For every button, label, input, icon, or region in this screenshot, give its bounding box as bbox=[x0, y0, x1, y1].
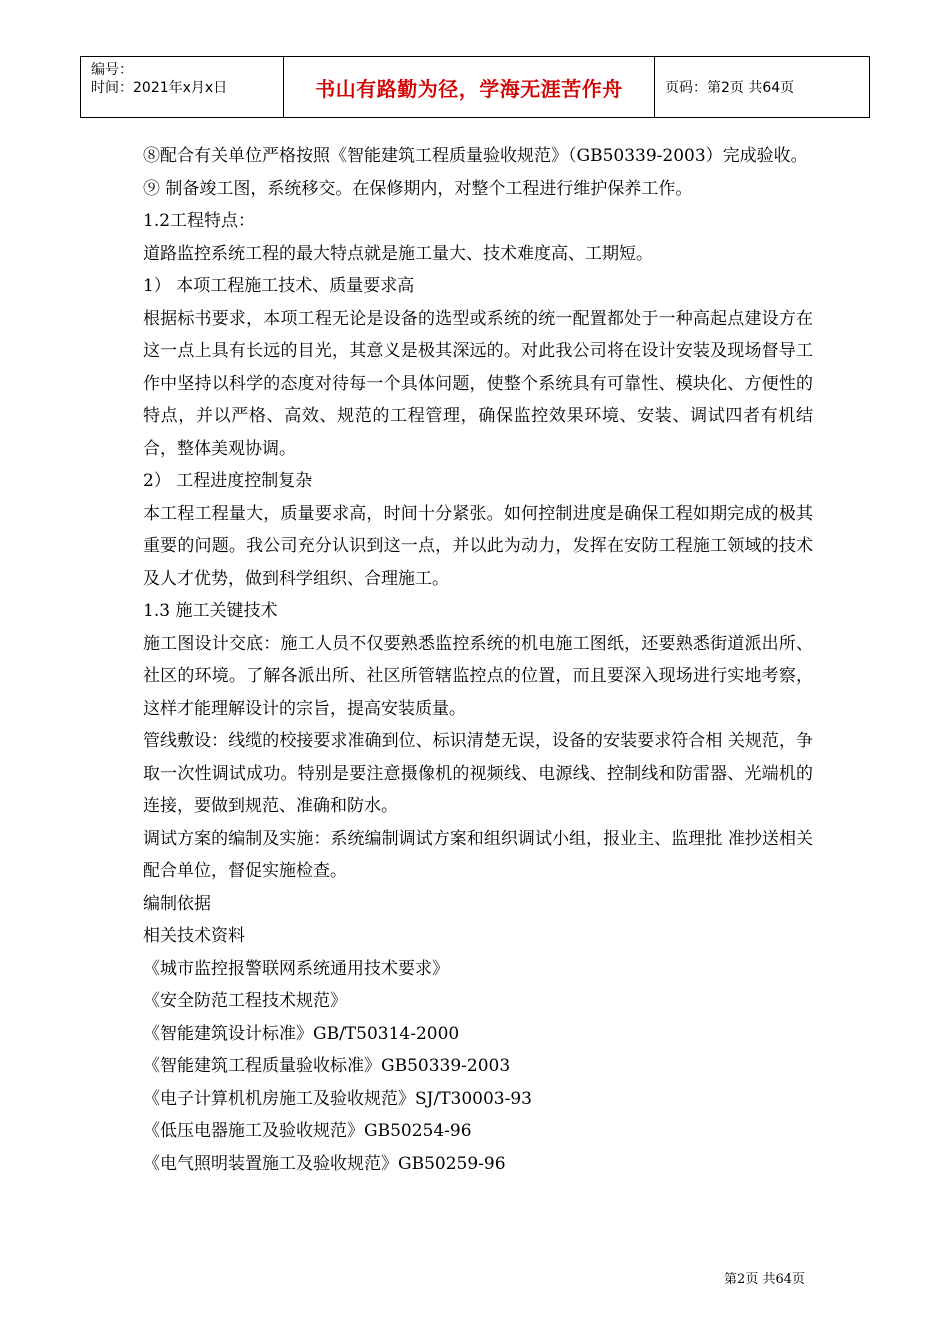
subheading-quality: 1） 本项工程施工技术、质量要求高 bbox=[143, 276, 415, 296]
paragraph-quality: 根据标书要求，本项工程无论是设备的选型或系统的统一配置都处于一种高起点建设方在这一点上具有长远的目光，其意义是极其深远的。对此我公司将在设计安装及现场督导工作中坚持以科学的态度对待每一个具体问题，使整个系统具有可靠性、模块化、方便性的特点，并以严格、高效、规范的工程管理，确保监控效果环境、安装、调试四者有机结合，整体美观协调。 bbox=[143, 308, 813, 459]
reference-item: 《低压电器施工及验收规范》GB50254-96 bbox=[143, 1121, 472, 1141]
subheading-schedule: 2） 工程进度控制复杂 bbox=[143, 471, 313, 491]
page-footer bbox=[724, 1268, 805, 1287]
reference-item: 《电气照明装置施工及验收规范》GB50259-96 bbox=[143, 1153, 506, 1174]
paragraph-step-9: ⑨ 制备竣工图，系统移交。在保修期内，对整个工程进行维护保养工作。 bbox=[143, 178, 693, 199]
reference-item: 《安全防范工程技术规范》 bbox=[143, 991, 347, 1011]
paragraph-cabling: 管线敷设：线缆的校接要求准确到位、标识清楚无误，设备的安装要求符合相 关规范，争取一次性调试成功。特别是要注意摄像机的视频线、电源线、控制线和防雷器、光端机的连接，要做到规范、准确和防水。 bbox=[143, 731, 813, 816]
reference-item: 《城市监控报警联网系统通用技术要求》 bbox=[143, 958, 449, 979]
reference-item: 《电子计算机机房施工及验收规范》SJ/T30003-93 bbox=[143, 1088, 532, 1109]
page-header bbox=[80, 56, 870, 118]
heading-basis: 编制依据 bbox=[143, 893, 211, 914]
reference-item: 《智能建筑设计标准》GB/T50314-2000 bbox=[143, 1023, 460, 1044]
footer-page-number: 第2页 共64页 bbox=[724, 1272, 805, 1287]
paragraph-features-summary: 道路监控系统工程的最大特点就是施工量大、技术难度高、工期短。 bbox=[143, 243, 653, 264]
reference-item: 《智能建筑工程质量验收标准》GB50339-2003 bbox=[143, 1056, 511, 1076]
header-page-code: 页码：第2页 共64页 bbox=[665, 80, 795, 96]
section-heading-1-3: 1.3 施工关键技术 bbox=[143, 601, 278, 621]
heading-references: 相关技术资料 bbox=[143, 926, 245, 946]
document-number: 编号： bbox=[91, 62, 133, 78]
header-motto-cell bbox=[284, 57, 655, 117]
header-info-cell bbox=[81, 57, 284, 117]
paragraph-design-briefing: 施工图设计交底：施工人员不仅要熟悉监控系统的机电施工图纸，还要熟悉街道派出所、社区的环境。了解各派出所、社区所管辖监控点的位置，而且要深入现场进行实地考察，这样才能理解设计的宗旨，提高安装质量。 bbox=[143, 633, 813, 719]
document-body bbox=[143, 140, 813, 1180]
paragraph-debugging: 调试方案的编制及实施：系统编制调试方案和组织调试小组，报业主、监理批 准抄送相关配合单位，督促实施检查。 bbox=[143, 828, 813, 881]
header-motto: 书山有路勤为径，学海无涯苦作舟 bbox=[315, 76, 623, 101]
document-time: 时间：2021年x月x日 bbox=[91, 80, 228, 96]
header-page-cell bbox=[655, 57, 869, 117]
paragraph-step-8: ⑧配合有关单位严格按照《智能建筑工程质量验收规范》（GB50339-2003）完成验收。 bbox=[143, 146, 808, 166]
paragraph-schedule: 本工程工程量大，质量要求高，时间十分紧张。如何控制进度是确保工程如期完成的极其重要的问题。我公司充分认识到这一点，并以此为动力，发挥在安防工程施工领域的技术及人才优势，做到科学组织、合理施工。 bbox=[143, 503, 813, 589]
section-heading-1-2: 1.2工程特点： bbox=[143, 211, 256, 231]
